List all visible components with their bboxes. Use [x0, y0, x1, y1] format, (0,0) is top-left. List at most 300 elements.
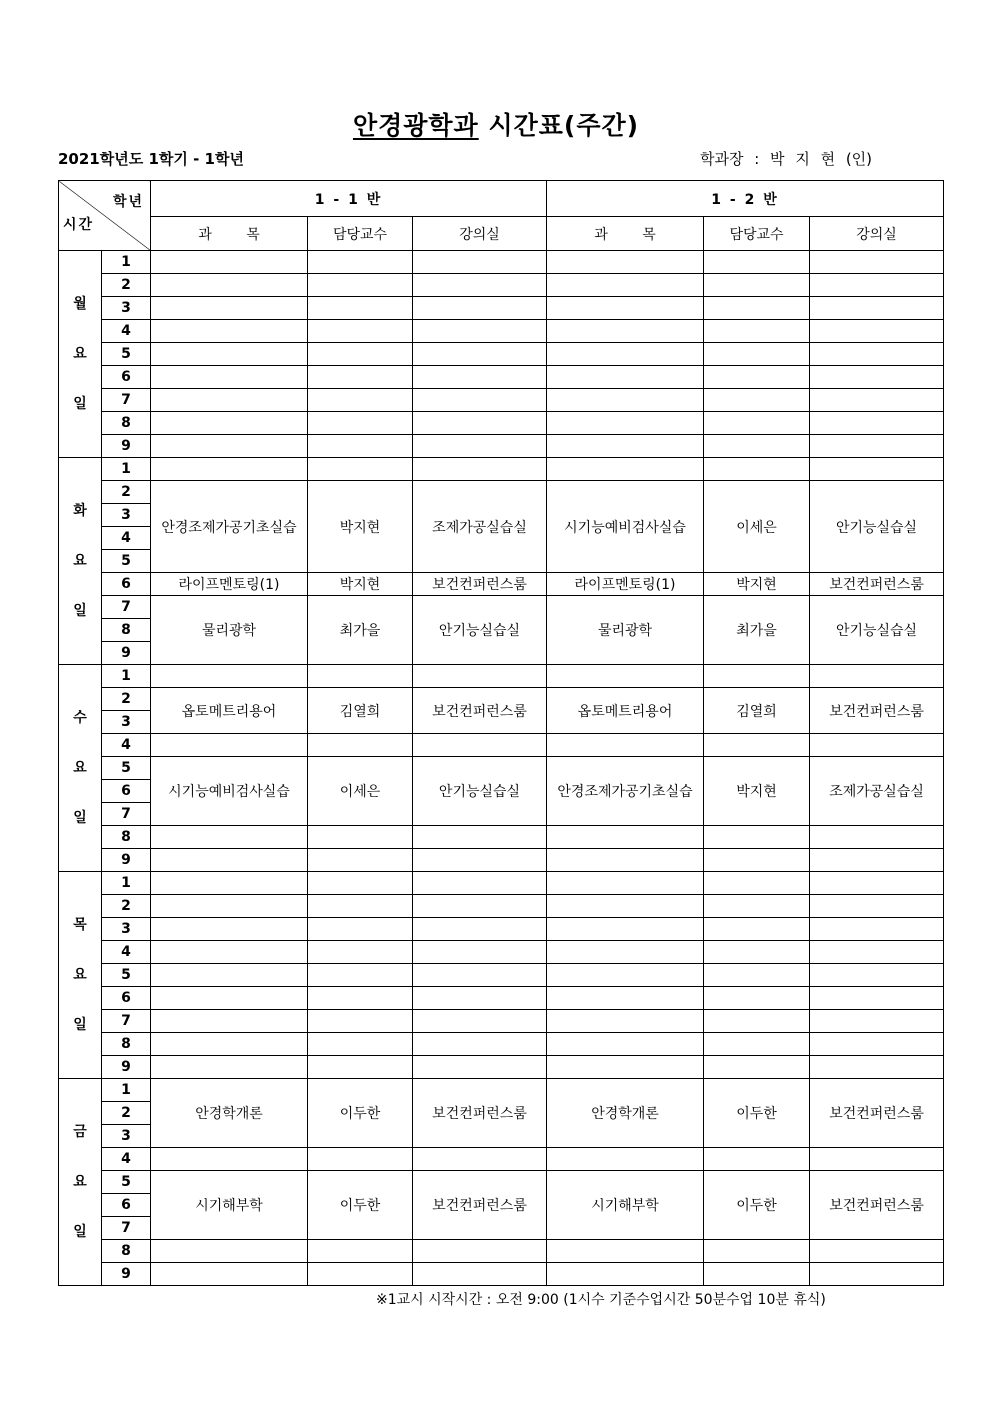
professor-cell — [308, 366, 413, 389]
subject-cell — [151, 849, 308, 872]
subject-cell — [547, 343, 704, 366]
period-cell: 1 — [102, 872, 151, 895]
table-row — [59, 941, 944, 964]
room-cell — [413, 297, 547, 320]
period-cell: 4 — [102, 527, 151, 550]
room-cell — [810, 1240, 944, 1263]
professor-cell: 김열희 — [704, 688, 810, 734]
table-row — [59, 688, 944, 711]
professor-cell — [704, 665, 810, 688]
period-cell: 1 — [102, 665, 151, 688]
col-room-2: 강의실 — [810, 217, 944, 251]
subject-cell — [151, 320, 308, 343]
room-cell — [810, 1010, 944, 1033]
subject-cell — [547, 964, 704, 987]
professor-cell — [308, 964, 413, 987]
period-cell: 2 — [102, 1102, 151, 1125]
room-cell — [413, 987, 547, 1010]
professor-cell — [308, 412, 413, 435]
corner-time: 시간 — [63, 217, 95, 233]
room-cell — [810, 849, 944, 872]
day-label: 화 — [73, 503, 87, 519]
subject-cell — [547, 849, 704, 872]
professor-cell — [704, 1240, 810, 1263]
professor-cell: 박지현 — [308, 573, 413, 596]
period-cell: 4 — [102, 320, 151, 343]
room-cell — [810, 366, 944, 389]
period-cell: 6 — [102, 573, 151, 596]
professor-cell — [308, 665, 413, 688]
subject-cell — [547, 297, 704, 320]
col-subject-1: 과 목 — [151, 217, 308, 251]
subject-cell — [151, 458, 308, 481]
professor-cell: 김열희 — [308, 688, 413, 734]
dept-head-info: 학과장 : 박 지 현 (인) — [700, 150, 873, 168]
professor-cell — [704, 458, 810, 481]
subject-cell: 안경학개론 — [151, 1079, 308, 1148]
table-row — [59, 481, 944, 504]
room-cell — [413, 343, 547, 366]
period-cell: 5 — [102, 964, 151, 987]
subject-cell: 시기해부학 — [547, 1171, 704, 1240]
subject-cell — [151, 251, 308, 274]
subject-cell — [547, 320, 704, 343]
period-cell: 1 — [102, 458, 151, 481]
timetable — [58, 180, 944, 1286]
room-cell — [810, 1033, 944, 1056]
professor-cell — [704, 849, 810, 872]
subject-cell — [547, 987, 704, 1010]
table-row — [59, 366, 944, 389]
table-row — [59, 274, 944, 297]
room-cell — [413, 1056, 547, 1079]
period-cell: 3 — [102, 711, 151, 734]
period-cell: 2 — [102, 274, 151, 297]
professor-cell — [704, 1263, 810, 1286]
table-row — [59, 1148, 944, 1171]
col-prof-2: 담당교수 — [704, 217, 810, 251]
professor-cell — [308, 895, 413, 918]
professor-cell: 이두한 — [308, 1079, 413, 1148]
professor-cell — [704, 941, 810, 964]
room-cell — [413, 1010, 547, 1033]
col-room-1: 강의실 — [413, 217, 547, 251]
period-cell: 3 — [102, 297, 151, 320]
subject-cell: 라이프멘토링(1) — [547, 573, 704, 596]
period-cell: 4 — [102, 1148, 151, 1171]
subject-cell — [547, 1010, 704, 1033]
room-cell — [413, 1263, 547, 1286]
room-cell: 안기능실습실 — [413, 757, 547, 826]
period-cell: 9 — [102, 849, 151, 872]
subject-cell — [151, 343, 308, 366]
professor-cell — [704, 320, 810, 343]
professor-cell — [704, 826, 810, 849]
table-row — [59, 412, 944, 435]
professor-cell — [704, 964, 810, 987]
room-cell — [413, 918, 547, 941]
room-cell — [810, 918, 944, 941]
subject-cell — [547, 435, 704, 458]
room-cell — [413, 412, 547, 435]
professor-cell — [308, 1056, 413, 1079]
room-cell — [413, 1148, 547, 1171]
room-cell — [810, 734, 944, 757]
room-cell — [810, 343, 944, 366]
professor-cell — [308, 1240, 413, 1263]
period-cell: 4 — [102, 734, 151, 757]
table-row — [59, 1056, 944, 1079]
period-cell: 8 — [102, 1240, 151, 1263]
day-label-suffix: 요 — [73, 553, 87, 569]
table-row — [59, 1033, 944, 1056]
period-cell: 6 — [102, 366, 151, 389]
professor-cell: 이세은 — [704, 481, 810, 573]
subject-cell — [151, 1010, 308, 1033]
room-cell — [810, 964, 944, 987]
professor-cell: 박지현 — [704, 573, 810, 596]
room-cell: 보건컨퍼런스룸 — [413, 1079, 547, 1148]
subject-cell: 안경조제가공기초실습 — [151, 481, 308, 573]
room-cell: 안기능실습실 — [810, 596, 944, 665]
professor-cell: 최가을 — [704, 596, 810, 665]
day-label-suffix: 요 — [73, 346, 87, 362]
table-row — [59, 435, 944, 458]
professor-cell: 이두한 — [704, 1079, 810, 1148]
room-cell: 안기능실습실 — [810, 481, 944, 573]
room-cell — [810, 895, 944, 918]
table-row — [59, 872, 944, 895]
professor-cell — [704, 435, 810, 458]
room-cell — [810, 1263, 944, 1286]
period-cell: 8 — [102, 1033, 151, 1056]
subject-cell — [547, 1240, 704, 1263]
day-label-suffix: 일 — [73, 1224, 87, 1240]
period-cell: 8 — [102, 412, 151, 435]
room-cell — [413, 320, 547, 343]
professor-cell — [308, 987, 413, 1010]
subject-cell: 안경조제가공기초실습 — [547, 757, 704, 826]
subject-cell — [151, 297, 308, 320]
day-label-suffix: 일 — [73, 1017, 87, 1033]
period-cell: 9 — [102, 435, 151, 458]
table-row — [59, 964, 944, 987]
subject-cell — [151, 987, 308, 1010]
room-cell: 보건컨퍼런스룸 — [810, 573, 944, 596]
subject-cell — [151, 1240, 308, 1263]
table-row — [59, 573, 944, 596]
period-cell: 9 — [102, 642, 151, 665]
room-cell: 보건컨퍼런스룸 — [413, 573, 547, 596]
room-cell — [810, 274, 944, 297]
table-row — [59, 734, 944, 757]
professor-cell — [704, 918, 810, 941]
period-cell: 2 — [102, 895, 151, 918]
room-cell: 안기능실습실 — [413, 596, 547, 665]
subject-cell — [547, 895, 704, 918]
page-title — [0, 106, 992, 142]
subject-cell: 시기해부학 — [151, 1171, 308, 1240]
subject-cell — [151, 412, 308, 435]
table-row — [59, 987, 944, 1010]
day-label: 금 — [73, 1124, 87, 1140]
subject-cell — [547, 389, 704, 412]
professor-cell — [704, 1033, 810, 1056]
table-row — [59, 1079, 944, 1102]
title-dept: 안경광학과 — [352, 111, 479, 140]
table-row — [59, 826, 944, 849]
subject-cell — [151, 918, 308, 941]
subject-cell — [151, 665, 308, 688]
subject-cell — [151, 872, 308, 895]
corner-grade: 학년 — [112, 194, 144, 210]
table-row — [59, 1010, 944, 1033]
professor-cell — [308, 826, 413, 849]
day-label-suffix: 요 — [73, 760, 87, 776]
room-cell — [413, 458, 547, 481]
subject-cell — [547, 734, 704, 757]
room-cell — [810, 1148, 944, 1171]
subject-cell — [547, 251, 704, 274]
col-prof-1: 담당교수 — [308, 217, 413, 251]
room-cell — [413, 895, 547, 918]
title-sub: 시간표(주간) — [488, 111, 640, 140]
professor-cell — [308, 872, 413, 895]
room-cell: 보건컨퍼런스룸 — [810, 1079, 944, 1148]
room-cell — [413, 734, 547, 757]
room-cell — [810, 1056, 944, 1079]
table-row — [59, 458, 944, 481]
period-cell: 3 — [102, 1125, 151, 1148]
day-label-suffix: 일 — [73, 810, 87, 826]
subject-cell — [151, 734, 308, 757]
room-cell — [810, 941, 944, 964]
day-thu — [59, 872, 102, 1079]
subject-cell — [547, 1033, 704, 1056]
room-cell — [413, 1240, 547, 1263]
professor-cell — [308, 435, 413, 458]
professor-cell — [308, 297, 413, 320]
professor-cell — [704, 1056, 810, 1079]
room-cell: 보건컨퍼런스룸 — [413, 1171, 547, 1240]
subject-cell — [547, 872, 704, 895]
room-cell — [810, 987, 944, 1010]
room-cell — [413, 1033, 547, 1056]
professor-cell — [704, 872, 810, 895]
professor-cell — [308, 1010, 413, 1033]
room-cell — [413, 872, 547, 895]
room-cell — [810, 389, 944, 412]
professor-cell — [704, 251, 810, 274]
professor-cell — [308, 1148, 413, 1171]
day-label-suffix: 요 — [73, 1174, 87, 1190]
subject-cell — [547, 665, 704, 688]
period-cell: 5 — [102, 550, 151, 573]
room-cell — [413, 251, 547, 274]
subject-cell — [547, 826, 704, 849]
subject-cell — [547, 1263, 704, 1286]
day-tue — [59, 458, 102, 665]
table-row — [59, 596, 944, 619]
professor-cell — [308, 849, 413, 872]
professor-cell — [704, 895, 810, 918]
table-row — [59, 343, 944, 366]
room-cell: 보건컨퍼런스룸 — [810, 1171, 944, 1240]
col-subject-2: 과 목 — [547, 217, 704, 251]
professor-cell — [308, 343, 413, 366]
subject-cell — [547, 458, 704, 481]
professor-cell — [308, 320, 413, 343]
professor-cell — [704, 343, 810, 366]
period-cell: 5 — [102, 343, 151, 366]
table-row — [59, 389, 944, 412]
period-cell: 7 — [102, 596, 151, 619]
day-label: 월 — [73, 296, 87, 312]
period-cell: 6 — [102, 1194, 151, 1217]
subject-cell — [151, 1056, 308, 1079]
professor-cell — [308, 734, 413, 757]
table-row — [59, 1171, 944, 1194]
subject-cell — [547, 1056, 704, 1079]
period-cell: 8 — [102, 619, 151, 642]
subject-cell: 물리광학 — [151, 596, 308, 665]
table-row — [59, 1240, 944, 1263]
footer-note: ※1교시 시작시간 : 오전 9:00 (1시수 기준수업시간 50분수업 10분 휴식) — [376, 1292, 826, 1308]
room-cell — [413, 366, 547, 389]
period-cell: 4 — [102, 941, 151, 964]
professor-cell: 이두한 — [704, 1171, 810, 1240]
subject-cell — [151, 1263, 308, 1286]
subject-cell — [547, 941, 704, 964]
day-label-suffix: 일 — [73, 396, 87, 412]
period-cell: 2 — [102, 481, 151, 504]
professor-cell: 이두한 — [308, 1171, 413, 1240]
room-cell — [413, 665, 547, 688]
subject-cell — [547, 1148, 704, 1171]
period-cell: 1 — [102, 1079, 151, 1102]
table-row — [59, 320, 944, 343]
room-cell — [810, 826, 944, 849]
professor-cell — [704, 274, 810, 297]
professor-cell — [308, 274, 413, 297]
professor-cell — [704, 1148, 810, 1171]
period-cell: 5 — [102, 757, 151, 780]
subject-cell: 라이프멘토링(1) — [151, 573, 308, 596]
period-cell: 6 — [102, 987, 151, 1010]
room-cell — [810, 872, 944, 895]
subject-cell — [151, 826, 308, 849]
room-cell — [810, 251, 944, 274]
professor-cell: 최가을 — [308, 596, 413, 665]
professor-cell — [704, 297, 810, 320]
subject-cell — [547, 412, 704, 435]
table-row — [59, 849, 944, 872]
room-cell — [413, 964, 547, 987]
professor-cell — [308, 941, 413, 964]
room-cell — [810, 320, 944, 343]
professor-cell — [704, 366, 810, 389]
period-cell: 3 — [102, 918, 151, 941]
professor-cell — [308, 389, 413, 412]
subject-cell — [151, 964, 308, 987]
room-cell: 보건컨퍼런스룸 — [810, 688, 944, 734]
corner-cell — [59, 181, 151, 251]
period-cell: 7 — [102, 803, 151, 826]
subject-cell: 시기능예비검사실습 — [547, 481, 704, 573]
period-cell: 1 — [102, 251, 151, 274]
day-label: 수 — [73, 710, 87, 726]
professor-cell — [308, 918, 413, 941]
table-row — [59, 895, 944, 918]
professor-cell — [308, 251, 413, 274]
subject-cell — [151, 1033, 308, 1056]
period-cell: 7 — [102, 389, 151, 412]
room-cell: 조제가공실습실 — [810, 757, 944, 826]
period-cell: 5 — [102, 1171, 151, 1194]
period-cell: 8 — [102, 826, 151, 849]
room-cell: 조제가공실습실 — [413, 481, 547, 573]
subject-cell: 안경학개론 — [547, 1079, 704, 1148]
professor-cell — [704, 389, 810, 412]
room-cell — [413, 849, 547, 872]
day-label: 목 — [73, 917, 87, 933]
room-cell: 보건컨퍼런스룸 — [413, 688, 547, 734]
period-cell: 3 — [102, 504, 151, 527]
day-label-suffix: 일 — [73, 603, 87, 619]
period-cell: 2 — [102, 688, 151, 711]
subject-cell — [151, 895, 308, 918]
day-label-suffix: 요 — [73, 967, 87, 983]
room-cell — [810, 458, 944, 481]
subject-cell — [547, 366, 704, 389]
subject-cell — [151, 941, 308, 964]
period-cell: 6 — [102, 780, 151, 803]
subject-cell: 옵토메트리용어 — [151, 688, 308, 734]
period-cell: 9 — [102, 1263, 151, 1286]
subject-cell: 시기능예비검사실습 — [151, 757, 308, 826]
subject-cell — [151, 435, 308, 458]
professor-cell — [308, 1033, 413, 1056]
class-header-1: 1 - 1 반 — [151, 181, 547, 217]
period-cell: 7 — [102, 1217, 151, 1240]
professor-cell: 이세은 — [308, 757, 413, 826]
day-wed — [59, 665, 102, 872]
professor-cell — [704, 987, 810, 1010]
day-fri — [59, 1079, 102, 1286]
professor-cell — [704, 412, 810, 435]
subject-cell — [151, 274, 308, 297]
room-cell — [810, 297, 944, 320]
room-cell — [413, 435, 547, 458]
period-cell: 7 — [102, 1010, 151, 1033]
subject-cell — [151, 1148, 308, 1171]
subject-cell: 옵토메트리용어 — [547, 688, 704, 734]
room-cell — [413, 826, 547, 849]
table-row — [59, 251, 944, 274]
room-cell — [413, 941, 547, 964]
professor-cell — [308, 458, 413, 481]
subject-cell — [547, 918, 704, 941]
day-mon — [59, 251, 102, 458]
professor-cell: 박지현 — [704, 757, 810, 826]
professor-cell — [704, 734, 810, 757]
room-cell — [810, 665, 944, 688]
table-row — [59, 1263, 944, 1286]
subject-cell — [547, 274, 704, 297]
subject-cell — [151, 389, 308, 412]
period-cell: 9 — [102, 1056, 151, 1079]
table-row — [59, 757, 944, 780]
